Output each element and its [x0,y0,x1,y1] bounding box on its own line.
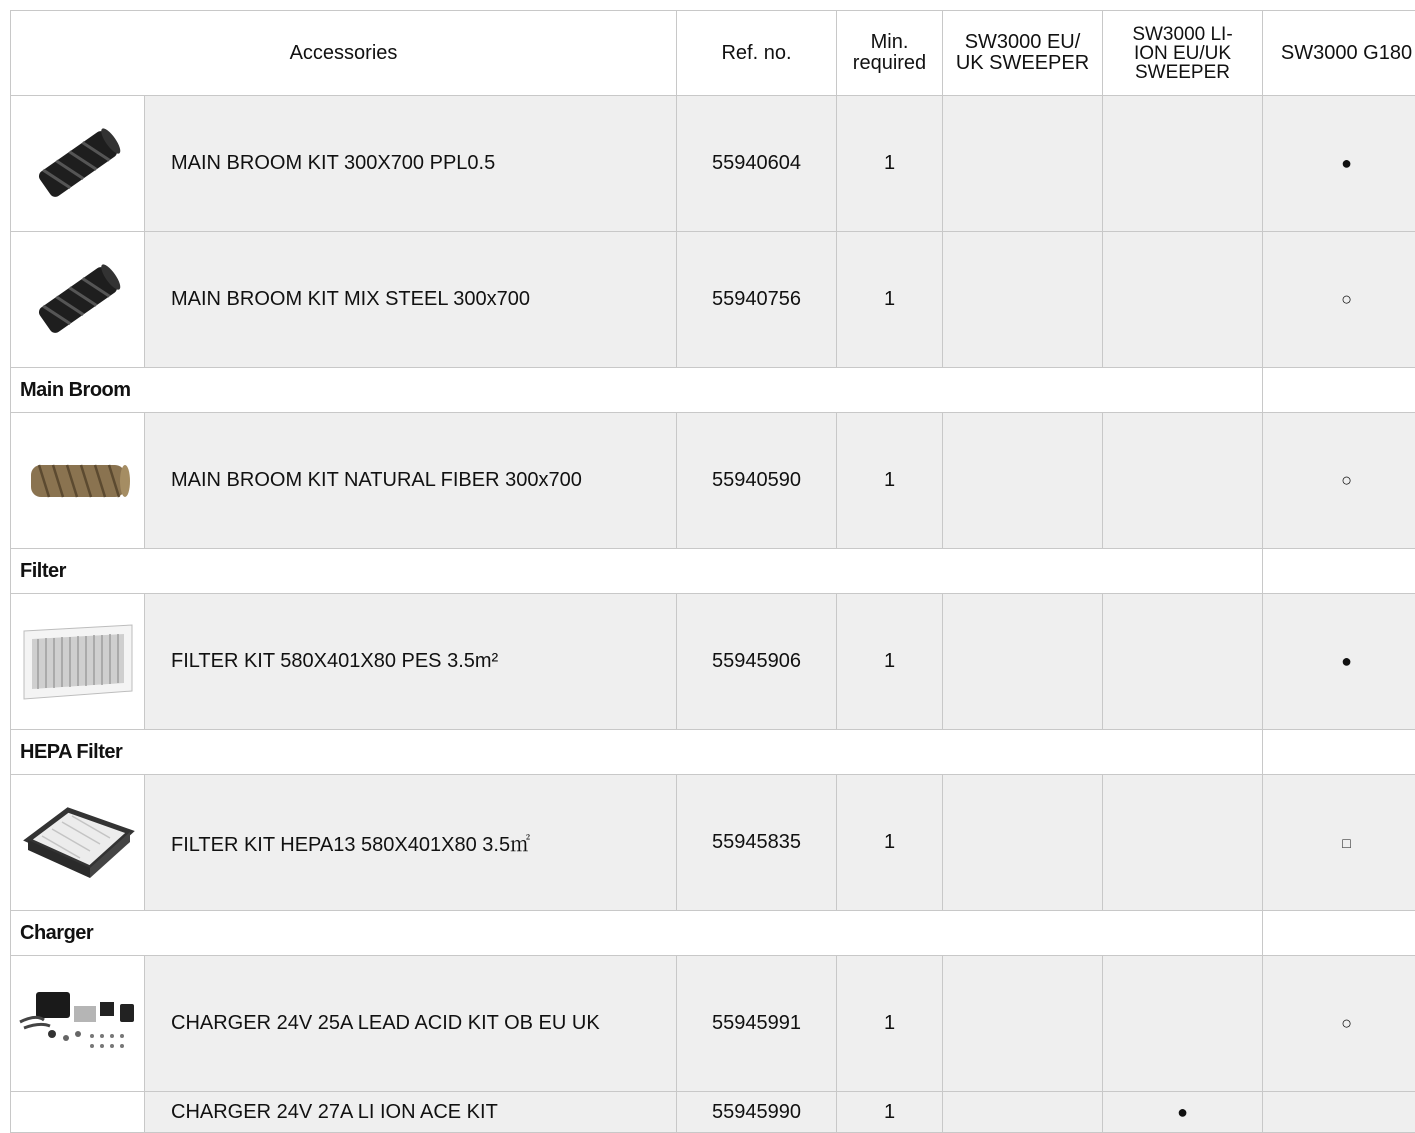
row-liion-mark [1103,232,1263,368]
table-row [11,594,1415,730]
row-min-required: 1 [837,775,943,911]
row-min-required: 1 [837,232,943,368]
header-sw3000-eu-uk: SW3000 EU/ UK SWEEPER [943,11,1103,96]
row-liion-mark [1103,96,1263,232]
row-g180-mark: ○ [1263,413,1415,549]
section-row [11,911,1415,956]
row-ref-no: 55945990 [677,1092,837,1133]
row-ref-no: 55940590 [677,413,837,549]
table-row [11,775,1415,911]
row-g180-mark: ○ [1263,956,1415,1092]
table-row [11,96,1415,232]
product-image-charger-kit [11,956,145,1092]
row-ref-no: 55945906 [677,594,837,730]
row-description: MAIN BROOM KIT 300X700 PPL0.5 [145,96,677,232]
product-image-placeholder [11,1092,145,1133]
row-liion-mark [1103,594,1263,730]
section-label: Charger [11,911,1263,956]
row-ref-no: 55940604 [677,96,837,232]
row-ref-no: 55945991 [677,956,837,1092]
section-row [11,549,1415,594]
row-g180-mark: ● [1263,594,1415,730]
row-liion-mark [1103,413,1263,549]
header-sw3000-g180: SW3000 G180 [1263,11,1415,96]
product-image-hepa-filter [11,775,145,911]
row-liion-mark [1103,956,1263,1092]
header-min-required: Min. required [837,11,943,96]
row-ref-no: 55940756 [677,232,837,368]
row-min-required: 1 [837,594,943,730]
row-liion-mark: ● [1103,1092,1263,1133]
table-row [11,232,1415,368]
row-eu-uk-mark [943,413,1103,549]
section-label: Main Broom [11,368,1263,413]
row-description: MAIN BROOM KIT NATURAL FIBER 300x700 [145,413,677,549]
header-ref-no: Ref. no. [677,11,837,96]
accessories-table [10,10,1415,1133]
section-empty-cell [1263,368,1415,413]
row-min-required: 1 [837,956,943,1092]
row-ref-no: 55945835 [677,775,837,911]
row-g180-mark: ● [1263,96,1415,232]
header-row [11,11,1415,96]
product-image-broom-black [11,232,145,368]
section-empty-cell [1263,549,1415,594]
table-row [11,956,1415,1092]
row-eu-uk-mark [943,775,1103,911]
table-row [11,1092,1415,1133]
row-eu-uk-mark [943,96,1103,232]
row-description: FILTER KIT HEPA13 580X401X80 3.5㎡ [145,775,677,911]
row-min-required: 1 [837,1092,943,1133]
section-row [11,730,1415,775]
product-image-broom-natural [11,413,145,549]
row-eu-uk-mark [943,232,1103,368]
row-eu-uk-mark [943,594,1103,730]
row-liion-mark [1103,775,1263,911]
section-label: Filter [11,549,1263,594]
header-sw3000-liion: SW3000 LI- ION EU/UK SWEEPER [1103,11,1263,96]
row-eu-uk-mark [943,956,1103,1092]
row-eu-uk-mark [943,1092,1103,1133]
header-accessories: Accessories [11,11,677,96]
row-description: MAIN BROOM KIT MIX STEEL 300x700 [145,232,677,368]
row-description: CHARGER 24V 27A LI ION ACE KIT [145,1092,677,1133]
section-label: HEPA Filter [11,730,1263,775]
row-g180-mark: □ [1263,775,1415,911]
product-image-filter-panel [11,594,145,730]
section-empty-cell [1263,911,1415,956]
table-row [11,413,1415,549]
product-image-broom-black [11,96,145,232]
section-row [11,368,1415,413]
section-empty-cell [1263,730,1415,775]
row-description: FILTER KIT 580X401X80 PES 3.5m² [145,594,677,730]
row-min-required: 1 [837,413,943,549]
row-description: CHARGER 24V 25A LEAD ACID KIT OB EU UK [145,956,677,1092]
row-min-required: 1 [837,96,943,232]
row-g180-mark [1263,1092,1415,1133]
row-g180-mark: ○ [1263,232,1415,368]
